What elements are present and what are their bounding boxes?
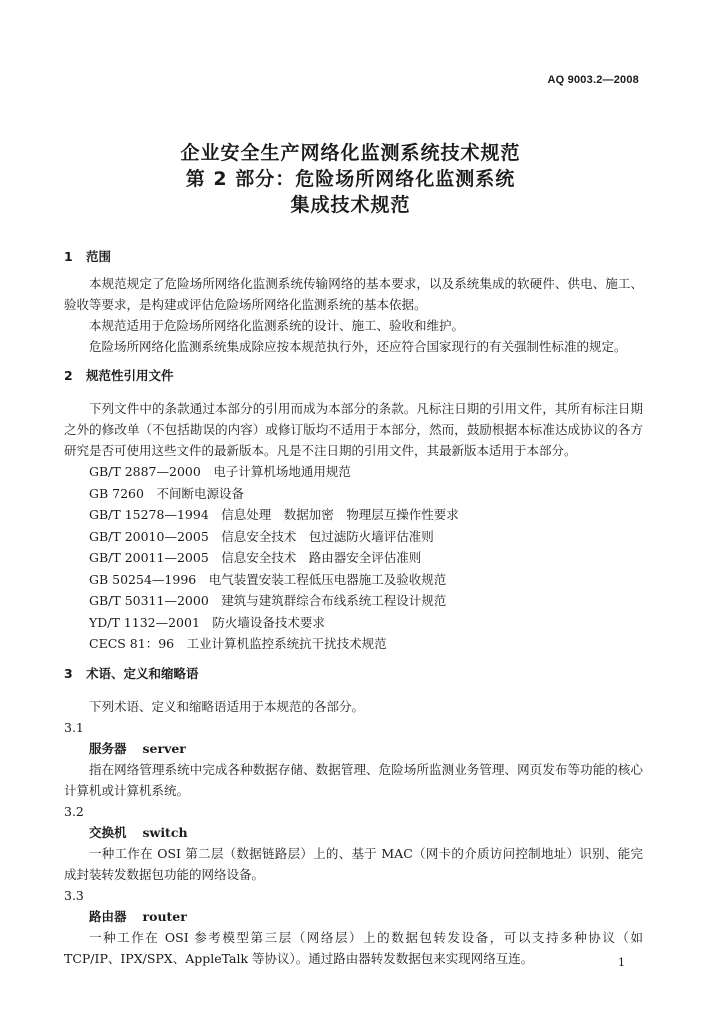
term-heading: [64, 738, 643, 759]
scope-paragraph: 本规范适用于危险场所网络化监测系统的设计、施工、验收和维护。: [89, 318, 465, 333]
section-title: 范围: [86, 249, 112, 264]
reference-item: CECS 81：96 工业计算机监控系统抗干扰技术规范: [89, 636, 387, 651]
title-line-2: 第 2 部分：危险场所网络化监测系统: [185, 168, 516, 190]
reference-item: GB/T 20010—2005 信息安全技术 包过滤防火墙评估准则: [89, 528, 434, 544]
term-definition: 一种工作在 OSI 第二层（数据链路层）上的、基于 MAC（网卡的介质访问控制地址）识别、能完成封装转发数据包功能的网络设备。: [64, 845, 643, 882]
term-number: 3.3: [64, 887, 84, 903]
title-line-3: 集成技术规范: [290, 194, 411, 216]
standard-code: AQ 9003.2—2008: [547, 74, 639, 86]
term-number: 3.1: [64, 719, 84, 735]
reference-item: GB/T 20011—2005 信息安全技术 路由器安全评估准则: [89, 550, 422, 565]
term-zh: 路由器: [89, 908, 127, 924]
reference-item: GB 7260 不间断电源设备: [89, 485, 244, 501]
scope-paragraph: 危险场所网络化监测系统集成除应按本规范执行外，还应符合国家现行的有关强制性标准的规定。: [89, 339, 627, 354]
reference-item: GB/T 2887—2000 电子计算机场地通用规范: [89, 464, 351, 479]
term-zh: 服务器: [89, 740, 127, 756]
term-number: 3.2: [64, 803, 84, 819]
reference-item: GB 50254—1996 电气装置安装工程低压电器施工及验收规范: [89, 571, 447, 587]
document-title: [0, 140, 701, 218]
term-heading: [64, 822, 643, 843]
section-3-heading: [64, 664, 643, 684]
term-definition: 一种工作在 OSI 参考模型第三层（网络层）上的数据包转发设备，可以支持多种协议（如 TCP/IP、IPX/SPX、AppleTalk 等协议）。通过路由器转发数据包来实现网络互连。: [64, 929, 643, 966]
section-title: 规范性引用文件: [86, 368, 174, 383]
normative-intro: 下列文件中的条款通过本部分的引用而成为本部分的条款。凡标注日期的引用文件，其所有标注日期之外的修改单（不包括勘误的内容）或修订版均不适用于本部分，然而，鼓励根据本标准达成协议的各方研究是否可使用这些文件的最新版本。凡是不注日期的引用文件，其最新版本适用于本部分。: [64, 401, 643, 458]
reference-item: GB/T 15278—1994 信息处理 数据加密 物理层互操作性要求: [89, 507, 459, 522]
section-number: 3: [64, 665, 73, 681]
term-en: switch: [142, 824, 188, 840]
reference-item: GB/T 50311—2000 建筑与建筑群综合布线系统工程设计规范: [89, 593, 447, 608]
term-en: router: [142, 908, 187, 924]
section-title: 术语、定义和缩略语: [86, 665, 199, 681]
scope-paragraph: 本规范规定了危险场所网络化监测系统传输网络的基本要求，以及系统集成的软硬件、供电、施工、验收等要求，是构建或评估危险场所网络化监测系统的基本依据。: [64, 276, 643, 312]
document-body: [64, 247, 643, 969]
term-definition: 指在网络管理系统中完成各种数据存储、数据管理、危险场所监测业务管理、网页发布等功能的核心计算机或计算机系统。: [64, 761, 643, 798]
term-en: server: [142, 740, 186, 756]
section-1-heading: [64, 247, 643, 267]
term-heading: [64, 906, 643, 927]
terms-intro: 下列术语、定义和缩略语适用于本规范的各部分。: [89, 698, 365, 714]
section-number: 2: [64, 368, 73, 383]
section-number: 1: [64, 249, 73, 264]
section-2-heading: [64, 366, 643, 386]
term-zh: 交换机: [89, 824, 127, 840]
title-line-1: 企业安全生产网络化监测系统技术规范: [180, 142, 521, 164]
page-number: 1: [618, 956, 625, 969]
reference-item: YD/T 1132—2001 防火墙设备技术要求: [89, 614, 325, 630]
